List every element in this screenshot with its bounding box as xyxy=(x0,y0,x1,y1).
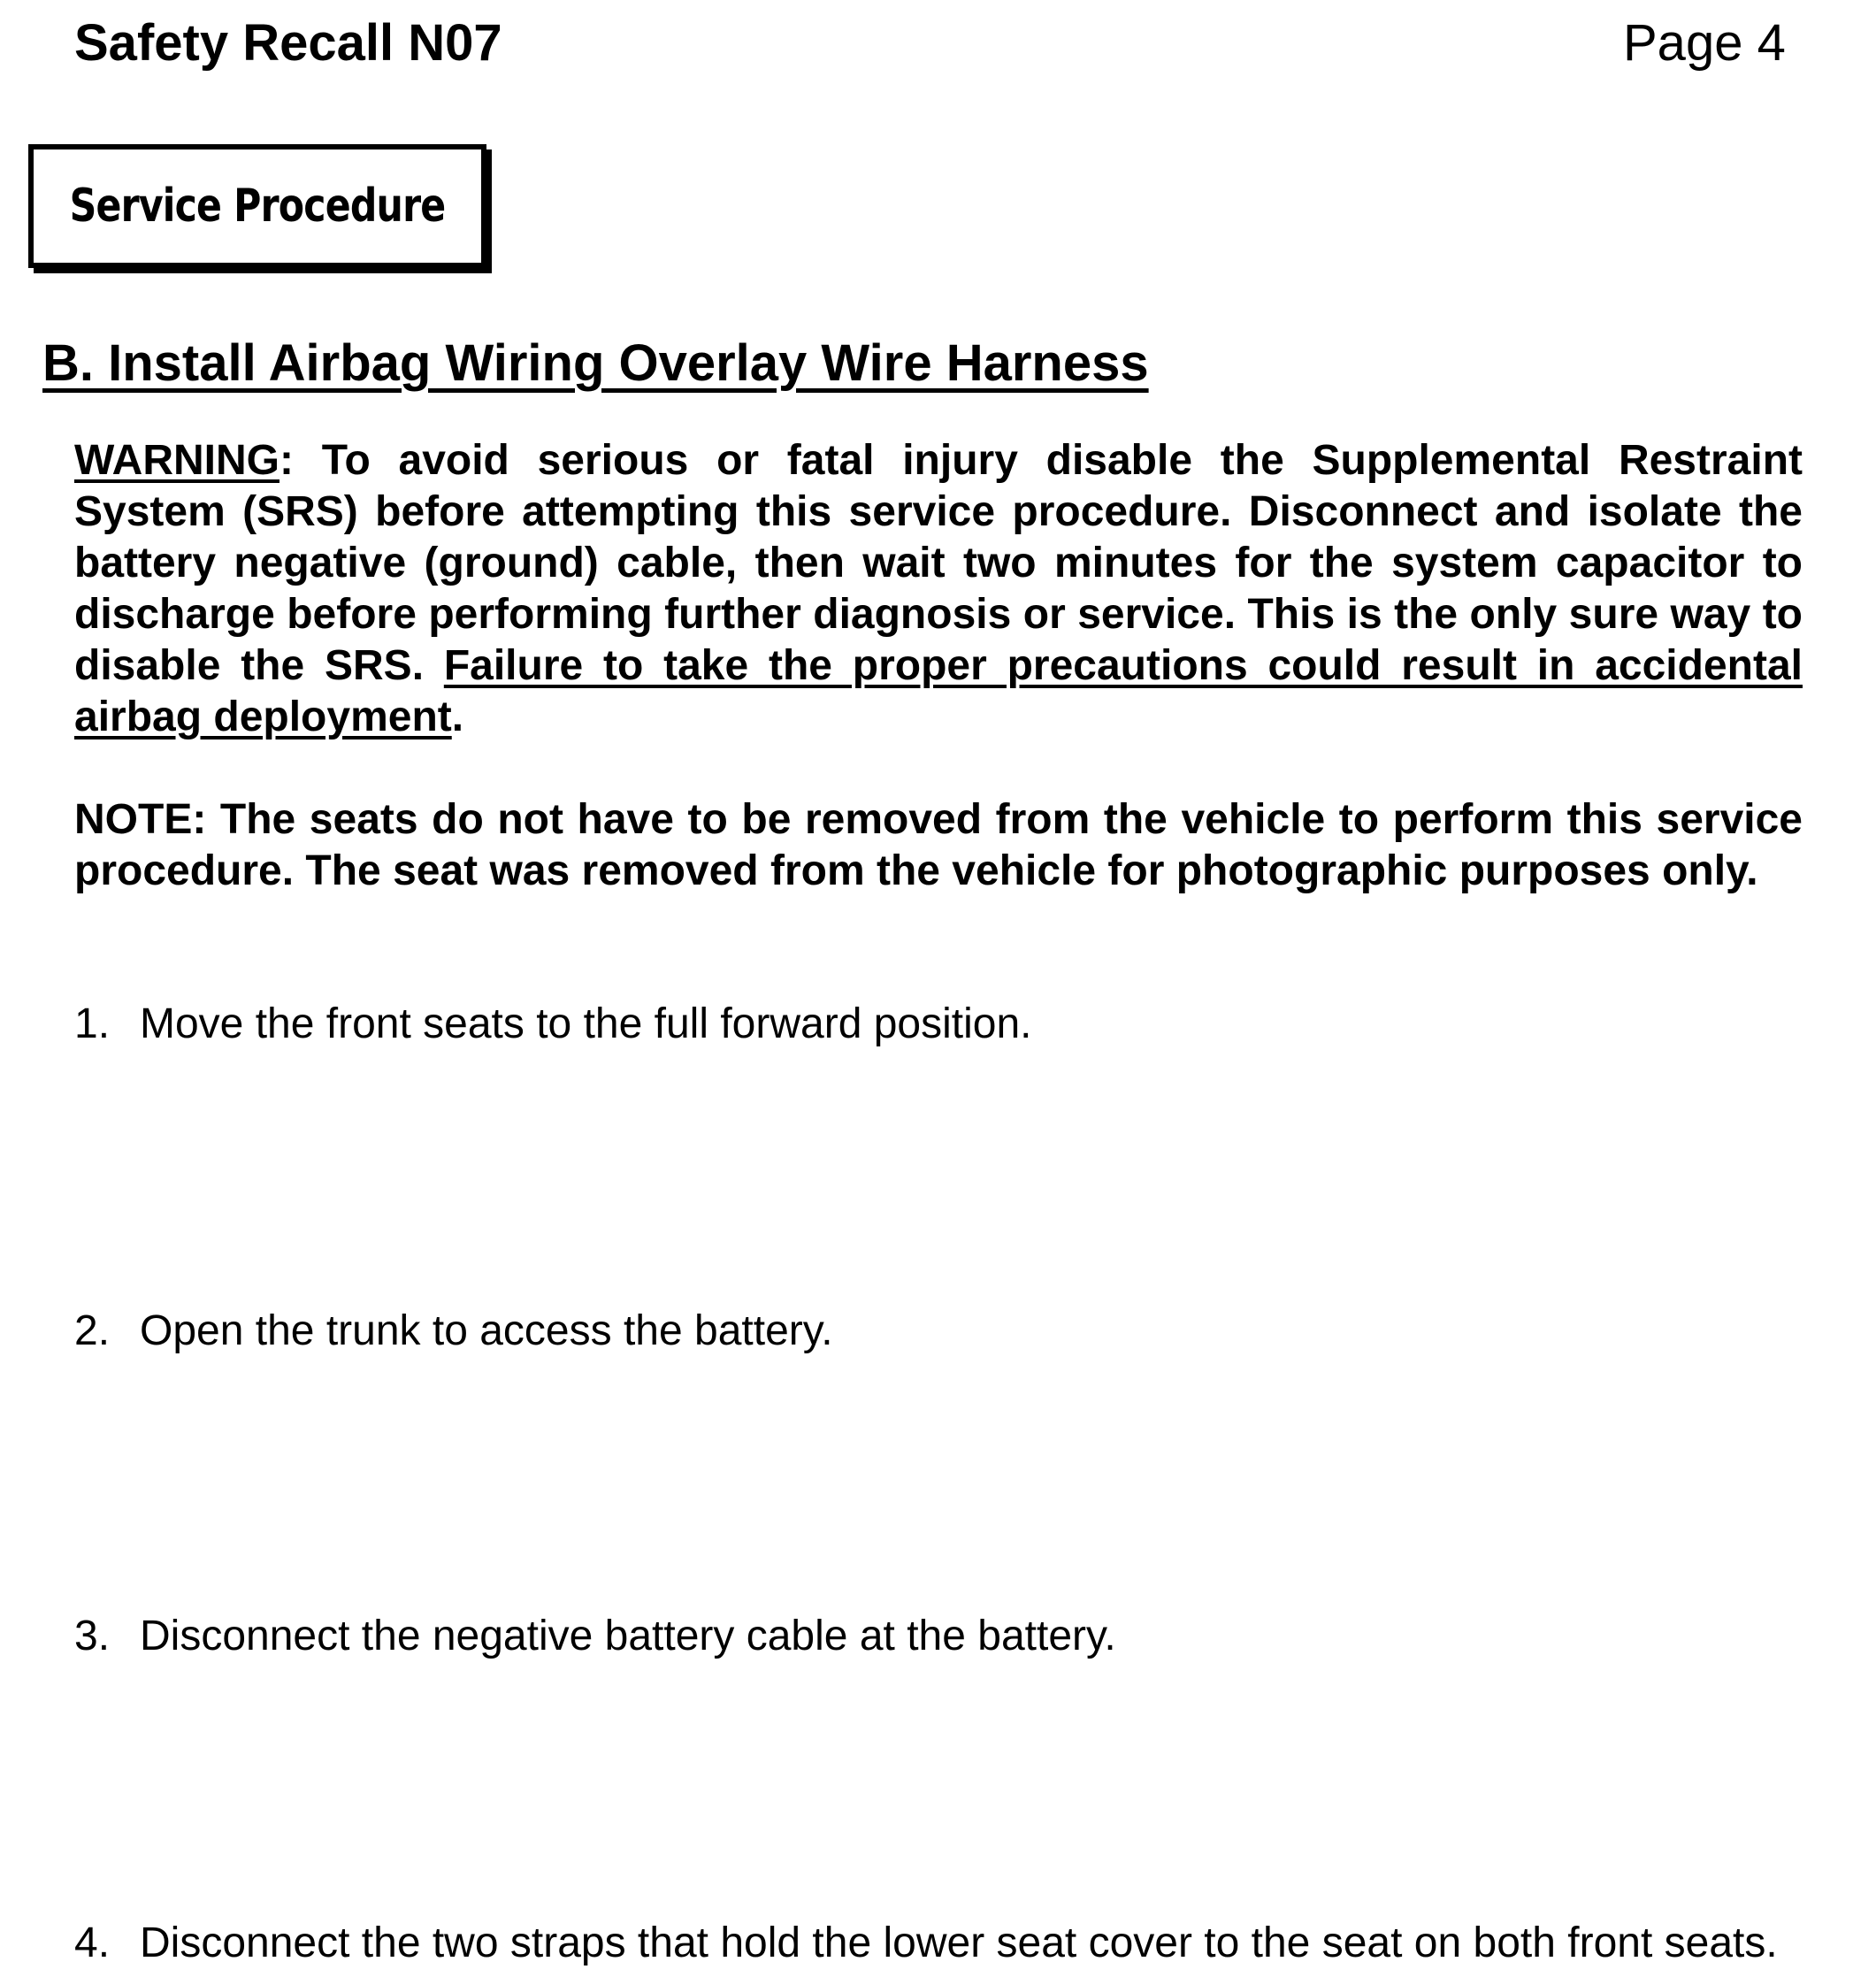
step-number: 2. xyxy=(74,1307,111,1354)
warning-paragraph xyxy=(74,435,1803,743)
step-text: Move the front seats to the full forward position. xyxy=(140,1000,1032,1047)
warning-colon: : xyxy=(279,437,294,484)
step-2 xyxy=(74,1305,833,1358)
step-text: Disconnect the negative battery cable at the battery. xyxy=(140,1613,1116,1659)
step-number: 3. xyxy=(74,1613,111,1659)
step-text: Open the trunk to access the battery. xyxy=(140,1307,833,1354)
service-procedure-box xyxy=(28,144,486,268)
recall-title: Safety Recall N07 xyxy=(74,14,502,72)
page-number: Page 4 xyxy=(1623,14,1786,72)
section-heading: B. Install Airbag Wiring Overlay Wire Harness xyxy=(42,334,1149,392)
step-3 xyxy=(74,1610,1116,1663)
step-text: Disconnect the two straps that hold the lower seat cover to the seat on both front seats. xyxy=(140,1920,1778,1966)
note-paragraph: NOTE: The seats do not have to be removed from the vehicle to perform this service procedure. The seat was removed from the vehicle for photographic purposes only. xyxy=(74,796,1803,894)
step-4 xyxy=(74,1917,1778,1970)
step-number: 1. xyxy=(74,1000,111,1047)
warning-end: . xyxy=(451,693,464,740)
warning-emphasis: Failure to take the proper precautions could result in accidental airbag deployment xyxy=(74,642,1803,740)
warning-text: To avoid serious or fatal injury disable the Supplemental Restraint System (SRS) before attempting this service procedure. Disconnect and isolate the battery negative (ground) cable, then wait two minutes for the system capacitor to discharge before performing further diagnosis or service. This is the only sure way to disable the SRS. xyxy=(74,437,1803,689)
step-number: 4. xyxy=(74,1920,111,1966)
step-1 xyxy=(74,998,1032,1051)
service-procedure-label: Service Procedure xyxy=(69,180,446,233)
warning-label: WARNING xyxy=(74,437,279,484)
